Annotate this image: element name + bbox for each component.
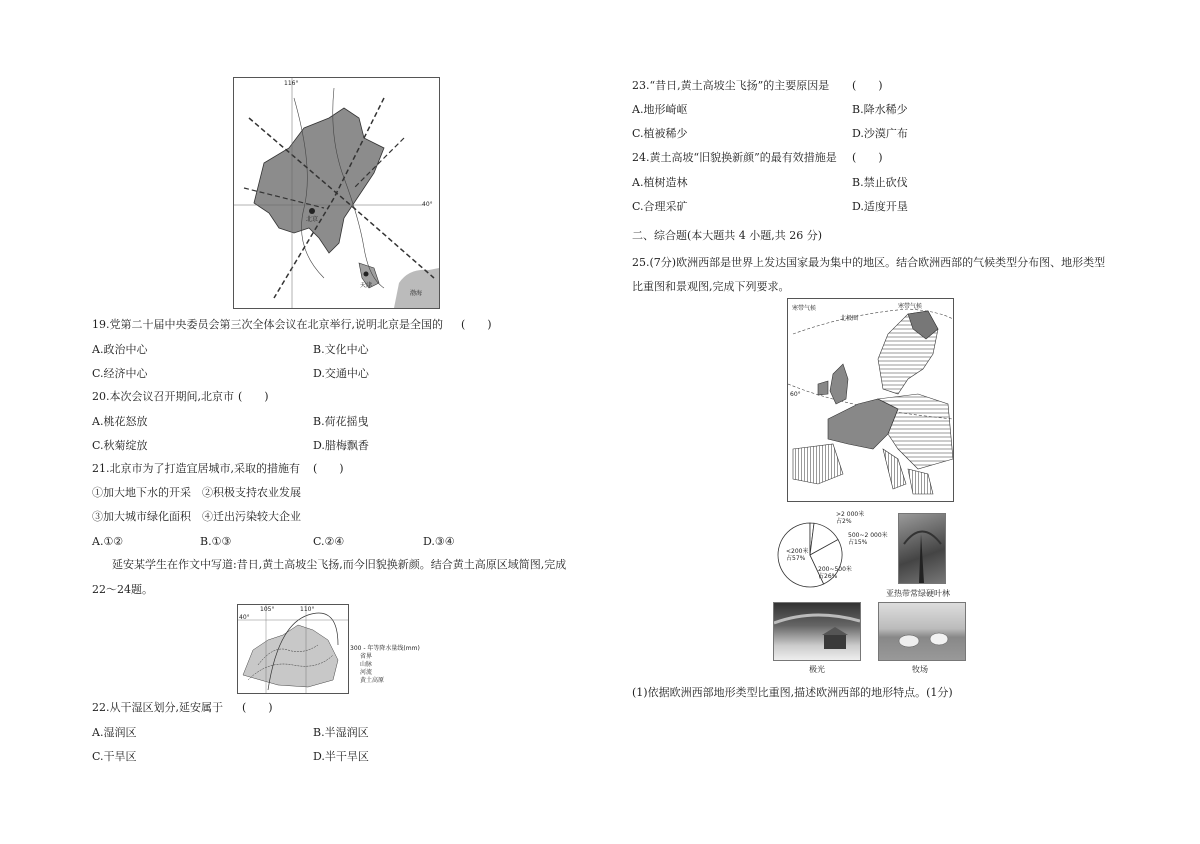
- legend-river: 河流: [360, 669, 373, 676]
- q19-option-b[interactable]: B.文化中心: [313, 343, 369, 356]
- pie-label-500-2000: 500~2 000米 占15%: [848, 532, 888, 546]
- q22-stem: 22.从干湿区划分,延安属于: [92, 701, 223, 714]
- q20-stem: 20.本次会议召开期间,北京市: [92, 390, 234, 403]
- loess-lon2: 110°: [300, 606, 315, 613]
- photo-pasture: [878, 602, 966, 661]
- caption-pasture: 牧场: [912, 665, 928, 674]
- q21-stem: 21.北京市为了打造宜居城市,采取的措施有: [92, 462, 300, 475]
- loess-plateau-map: [237, 604, 349, 694]
- europe-map-graphic: [788, 299, 953, 501]
- q24-option-a[interactable]: A.植树造林: [632, 176, 688, 189]
- q23-option-c[interactable]: C.植被稀少: [632, 127, 688, 140]
- pie-label-gt2000: >2 000米 占2%: [836, 511, 865, 525]
- q24-option-d[interactable]: D.适度开垦: [852, 200, 908, 213]
- terrain-pie-chart: [770, 510, 890, 600]
- europe-label-cold-west: 寒带气候: [792, 305, 817, 312]
- q19-option-d[interactable]: D.交通中心: [313, 367, 369, 380]
- q22-bracket: ( ): [242, 701, 273, 714]
- q23-option-a[interactable]: A.地形崎岖: [632, 103, 688, 116]
- pie-label-lt200: <200米 占57%: [786, 548, 809, 562]
- beijing-map-graphic: [234, 78, 439, 308]
- q24-option-b[interactable]: B.禁止砍伐: [852, 176, 908, 189]
- lon-label: 116°: [284, 80, 299, 87]
- q20-option-c[interactable]: C.秋菊绽放: [92, 439, 148, 452]
- q23-bracket: ( ): [852, 79, 883, 92]
- q19-stem: 19.党第二十届中央委员会第三次全体会议在北京举行,说明北京是全国的: [92, 318, 443, 331]
- loess-lon1: 105°: [260, 606, 275, 613]
- pie-label-200-500: 200~500米 占26%: [818, 566, 852, 580]
- q22-option-a[interactable]: A.湿润区: [92, 726, 137, 739]
- q20-option-a[interactable]: A.桃花怒放: [92, 415, 148, 428]
- q21-bracket: ( ): [313, 462, 344, 475]
- europe-label-lat60: 60°: [790, 391, 801, 398]
- beijing-label: 北京: [306, 216, 319, 223]
- europe-climate-map: [787, 298, 954, 502]
- q23-option-b[interactable]: B.降水稀少: [852, 103, 908, 116]
- q20-bracket: ( ): [238, 390, 269, 403]
- europe-label-cold-north: 寒带气候: [898, 303, 923, 310]
- legend-mountain: 山脉: [360, 661, 373, 668]
- q22-option-b[interactable]: B.半湿润区: [313, 726, 369, 739]
- q20-option-d[interactable]: D.腊梅飘香: [313, 439, 369, 452]
- intro-line2: 22～24题。: [92, 583, 153, 596]
- q25-line1: 25.(7分)欧洲西部是世界上发达国家最为集中的地区。结合欧洲西部的气候类型分布图、地形类型: [632, 256, 1106, 269]
- section-2-heading: 二、综合题(本大题共 4 小题,共 26 分): [632, 229, 823, 242]
- q20-option-b[interactable]: B.荷花摇曳: [313, 415, 369, 428]
- legend-loess: 黄土高原: [360, 677, 385, 684]
- q24-option-c[interactable]: C.合理采矿: [632, 200, 688, 213]
- caption-forest: 亚热带常绿硬叶林: [886, 589, 950, 598]
- q22-option-d[interactable]: D.半干旱区: [313, 750, 369, 763]
- tianjin-label: 天津: [360, 282, 373, 289]
- photo-aurora: [773, 602, 861, 661]
- q19-bracket: ( ): [461, 318, 492, 331]
- legend-isohyet: 300 - 年等降水量线(mm): [350, 645, 420, 652]
- q22-option-c[interactable]: C.干旱区: [92, 750, 137, 763]
- loess-plateau-graphic: [238, 605, 348, 693]
- q23-option-d[interactable]: D.沙漠广布: [852, 127, 908, 140]
- intro-line1: 延安某学生在作文中写道:昔日,黄土高坡尘飞扬,而今旧貌换新颜。结合黄土高原区域简图,完成: [112, 558, 567, 571]
- beijing-map: [233, 77, 440, 309]
- photo-forest: [898, 513, 946, 584]
- q19-option-a[interactable]: A.政治中心: [92, 343, 148, 356]
- legend-border: 省界: [360, 653, 373, 660]
- q24-stem: 24.黄土高坡“旧貌换新颜”的最有效措施是: [632, 151, 837, 164]
- q25-sub1: (1)依据欧洲西部地形类型比重图,描述欧洲西部的地形特点。(1分): [632, 686, 953, 699]
- q21-option-a[interactable]: A.①②: [92, 535, 124, 548]
- q25-line2: 比重图和景观图,完成下列要求。: [632, 280, 790, 293]
- q23-stem: 23.“昔日,黄土高坡尘飞扬”的主要原因是: [632, 79, 830, 92]
- loess-lat: 40°: [239, 614, 250, 621]
- bohai-label: 渤海: [410, 290, 423, 297]
- q21-items-line1: ①加大地下水的开采 ②积极支持农业发展: [92, 486, 301, 499]
- q19-option-c[interactable]: C.经济中心: [92, 367, 148, 380]
- lat-label: 40°: [422, 201, 433, 208]
- q21-option-d[interactable]: D.③④: [423, 535, 455, 548]
- caption-aurora: 极光: [809, 665, 825, 674]
- q21-option-b[interactable]: B.①③: [200, 535, 232, 548]
- q21-items-line2: ③加大城市绿化面积 ④迁出污染较大企业: [92, 510, 301, 523]
- q21-option-c[interactable]: C.②④: [313, 535, 345, 548]
- europe-label-arctic: 北极圈: [840, 315, 859, 322]
- q24-bracket: ( ): [852, 151, 883, 164]
